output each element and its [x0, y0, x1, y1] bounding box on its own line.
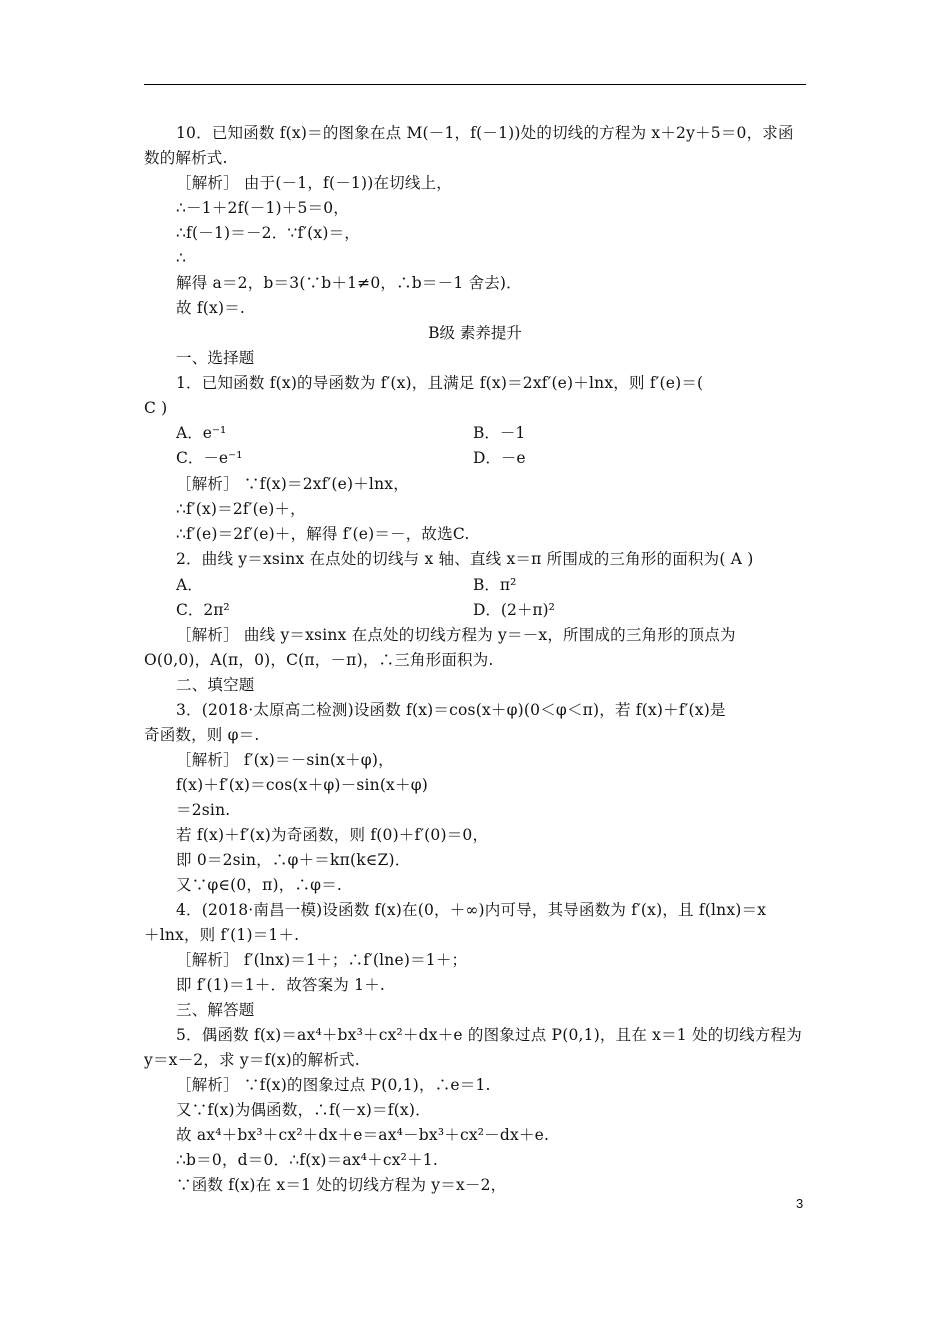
text-line: ∴ — [176, 249, 187, 267]
text-line: ＝2sin. — [176, 801, 231, 819]
text-line: 奇函数，则 φ＝. — [144, 726, 260, 744]
text-line: ［解析］ ∵f(x)的图象过点 P(0,1)，∴e＝1. — [176, 1076, 491, 1094]
text-line: ［解析］ 由于(－1，f(－1))在切线上， — [176, 174, 452, 192]
option-left: A．e⁻¹ — [176, 424, 227, 442]
text-line: ∵函数 f(x)在 x＝1 处的切线方程为 y＝x－2， — [176, 1176, 507, 1194]
option-left: C．－e⁻¹ — [176, 449, 243, 467]
text-line: 即 0＝2sin，∴φ＋＝kπ(k∈Z)． — [176, 851, 411, 869]
text-line: 解得 a＝2，b＝3(∵b＋1≠0，∴b＝－1 舍去)． — [176, 274, 522, 292]
text-line: y＝x－2，求 y＝f(x)的解析式. — [144, 1051, 360, 1069]
option-right: D．－e — [473, 449, 526, 467]
text-line: ∴f′(e)＝2f′(e)＋，解得 f′(e)＝－，故选C. — [176, 525, 470, 543]
option-left: A． — [176, 576, 203, 594]
text-line: 4．(2018·南昌一模)设函数 f(x)在(0，＋∞)内可导，其导函数为 f′(x)，且 f(lnx)＝x — [176, 901, 767, 919]
text-line: ［解析］ f′(x)＝－sin(x＋φ)， — [176, 751, 394, 769]
text-line: 又∵f(x)为偶函数，∴f(－x)＝f(x)． — [176, 1101, 431, 1119]
text-line: 一、选择题 — [176, 349, 255, 367]
text-line: C ) — [144, 399, 168, 417]
option-left: C．2π² — [176, 601, 230, 619]
text-line: 又∵φ∈(0，π)，∴φ＝. — [176, 876, 343, 894]
text-line: 2．曲线 y＝xsinx 在点处的切线与 x 轴、直线 x＝π 所围成的三角形的面积为( A ) — [176, 550, 754, 568]
option-right: B．－1 — [473, 424, 526, 442]
text-line: 故 ax⁴＋bx³＋cx²＋dx＋e＝ax⁴－bx³＋cx²－dx＋e. — [176, 1126, 550, 1144]
text-line: ［解析］ f′(lnx)＝1＋；∴f′(lne)＝1＋； — [176, 951, 468, 969]
text-line: 三、解答题 — [176, 1001, 255, 1019]
text-line: ∴－1＋2f(－1)＋5＝0， — [176, 199, 350, 217]
text-line: 二、填空题 — [176, 676, 255, 694]
text-line: ［解析］ ∵f(x)＝2xf′(e)＋lnx， — [176, 475, 409, 493]
option-right: D．(2＋π)² — [473, 601, 555, 619]
header-rule — [144, 84, 806, 85]
text-line: 3．(2018·太原高二检测)设函数 f(x)＝cos(x＋φ)(0＜φ＜π)，若 f(x)＋f′(x)是 — [176, 701, 726, 719]
text-line: ∴b＝0，d＝0．∴f(x)＝ax⁴＋cx²＋1. — [176, 1151, 438, 1169]
text-line: 数的解析式. — [144, 149, 228, 167]
text-line: 5．偶函数 f(x)＝ax⁴＋bx³＋cx²＋dx＋e 的图象过点 P(0,1)，且在 x＝1 处的切线方程为 — [176, 1026, 802, 1044]
text-line: ［解析］ 曲线 y＝xsinx 在点处的切线方程为 y＝－x，所围成的三角形的顶点为 — [176, 626, 736, 644]
option-right: B．π² — [473, 576, 517, 594]
text-line: 10．已知函数 f(x)＝的图象在点 M(－1，f(－1))处的切线的方程为 x＋2y＋5＝0，求函 — [176, 124, 794, 142]
text-line: f(x)＋f′(x)＝cos(x＋φ)－sin(x＋φ) — [176, 776, 429, 794]
text-line: 若 f(x)＋f′(x)为奇函数，则 f(0)＋f′(0)＝0， — [176, 826, 489, 844]
text-line: 故 f(x)＝. — [176, 299, 246, 317]
text-line: 1．已知函数 f(x)的导函数为 f′(x)，且满足 f(x)＝2xf′(e)＋lnx，则 f′(e)＝( — [176, 374, 704, 392]
text-line: ∴f(－1)＝－2．∵f′(x)＝， — [176, 224, 360, 242]
text-line: ∴f′(x)＝2f′(e)＋， — [176, 500, 306, 518]
page-number: 3 — [796, 1196, 804, 1211]
text-line: 即 f′(1)＝1＋．故答案为 1＋. — [176, 976, 386, 994]
text-line: ＋lnx，则 f′(1)＝1＋. — [144, 926, 300, 944]
section-heading: B级 素养提升 — [428, 324, 522, 342]
text-line: O(0,0)，A(π，0)，C(π，－π)，∴三角形面积为. — [144, 651, 494, 669]
